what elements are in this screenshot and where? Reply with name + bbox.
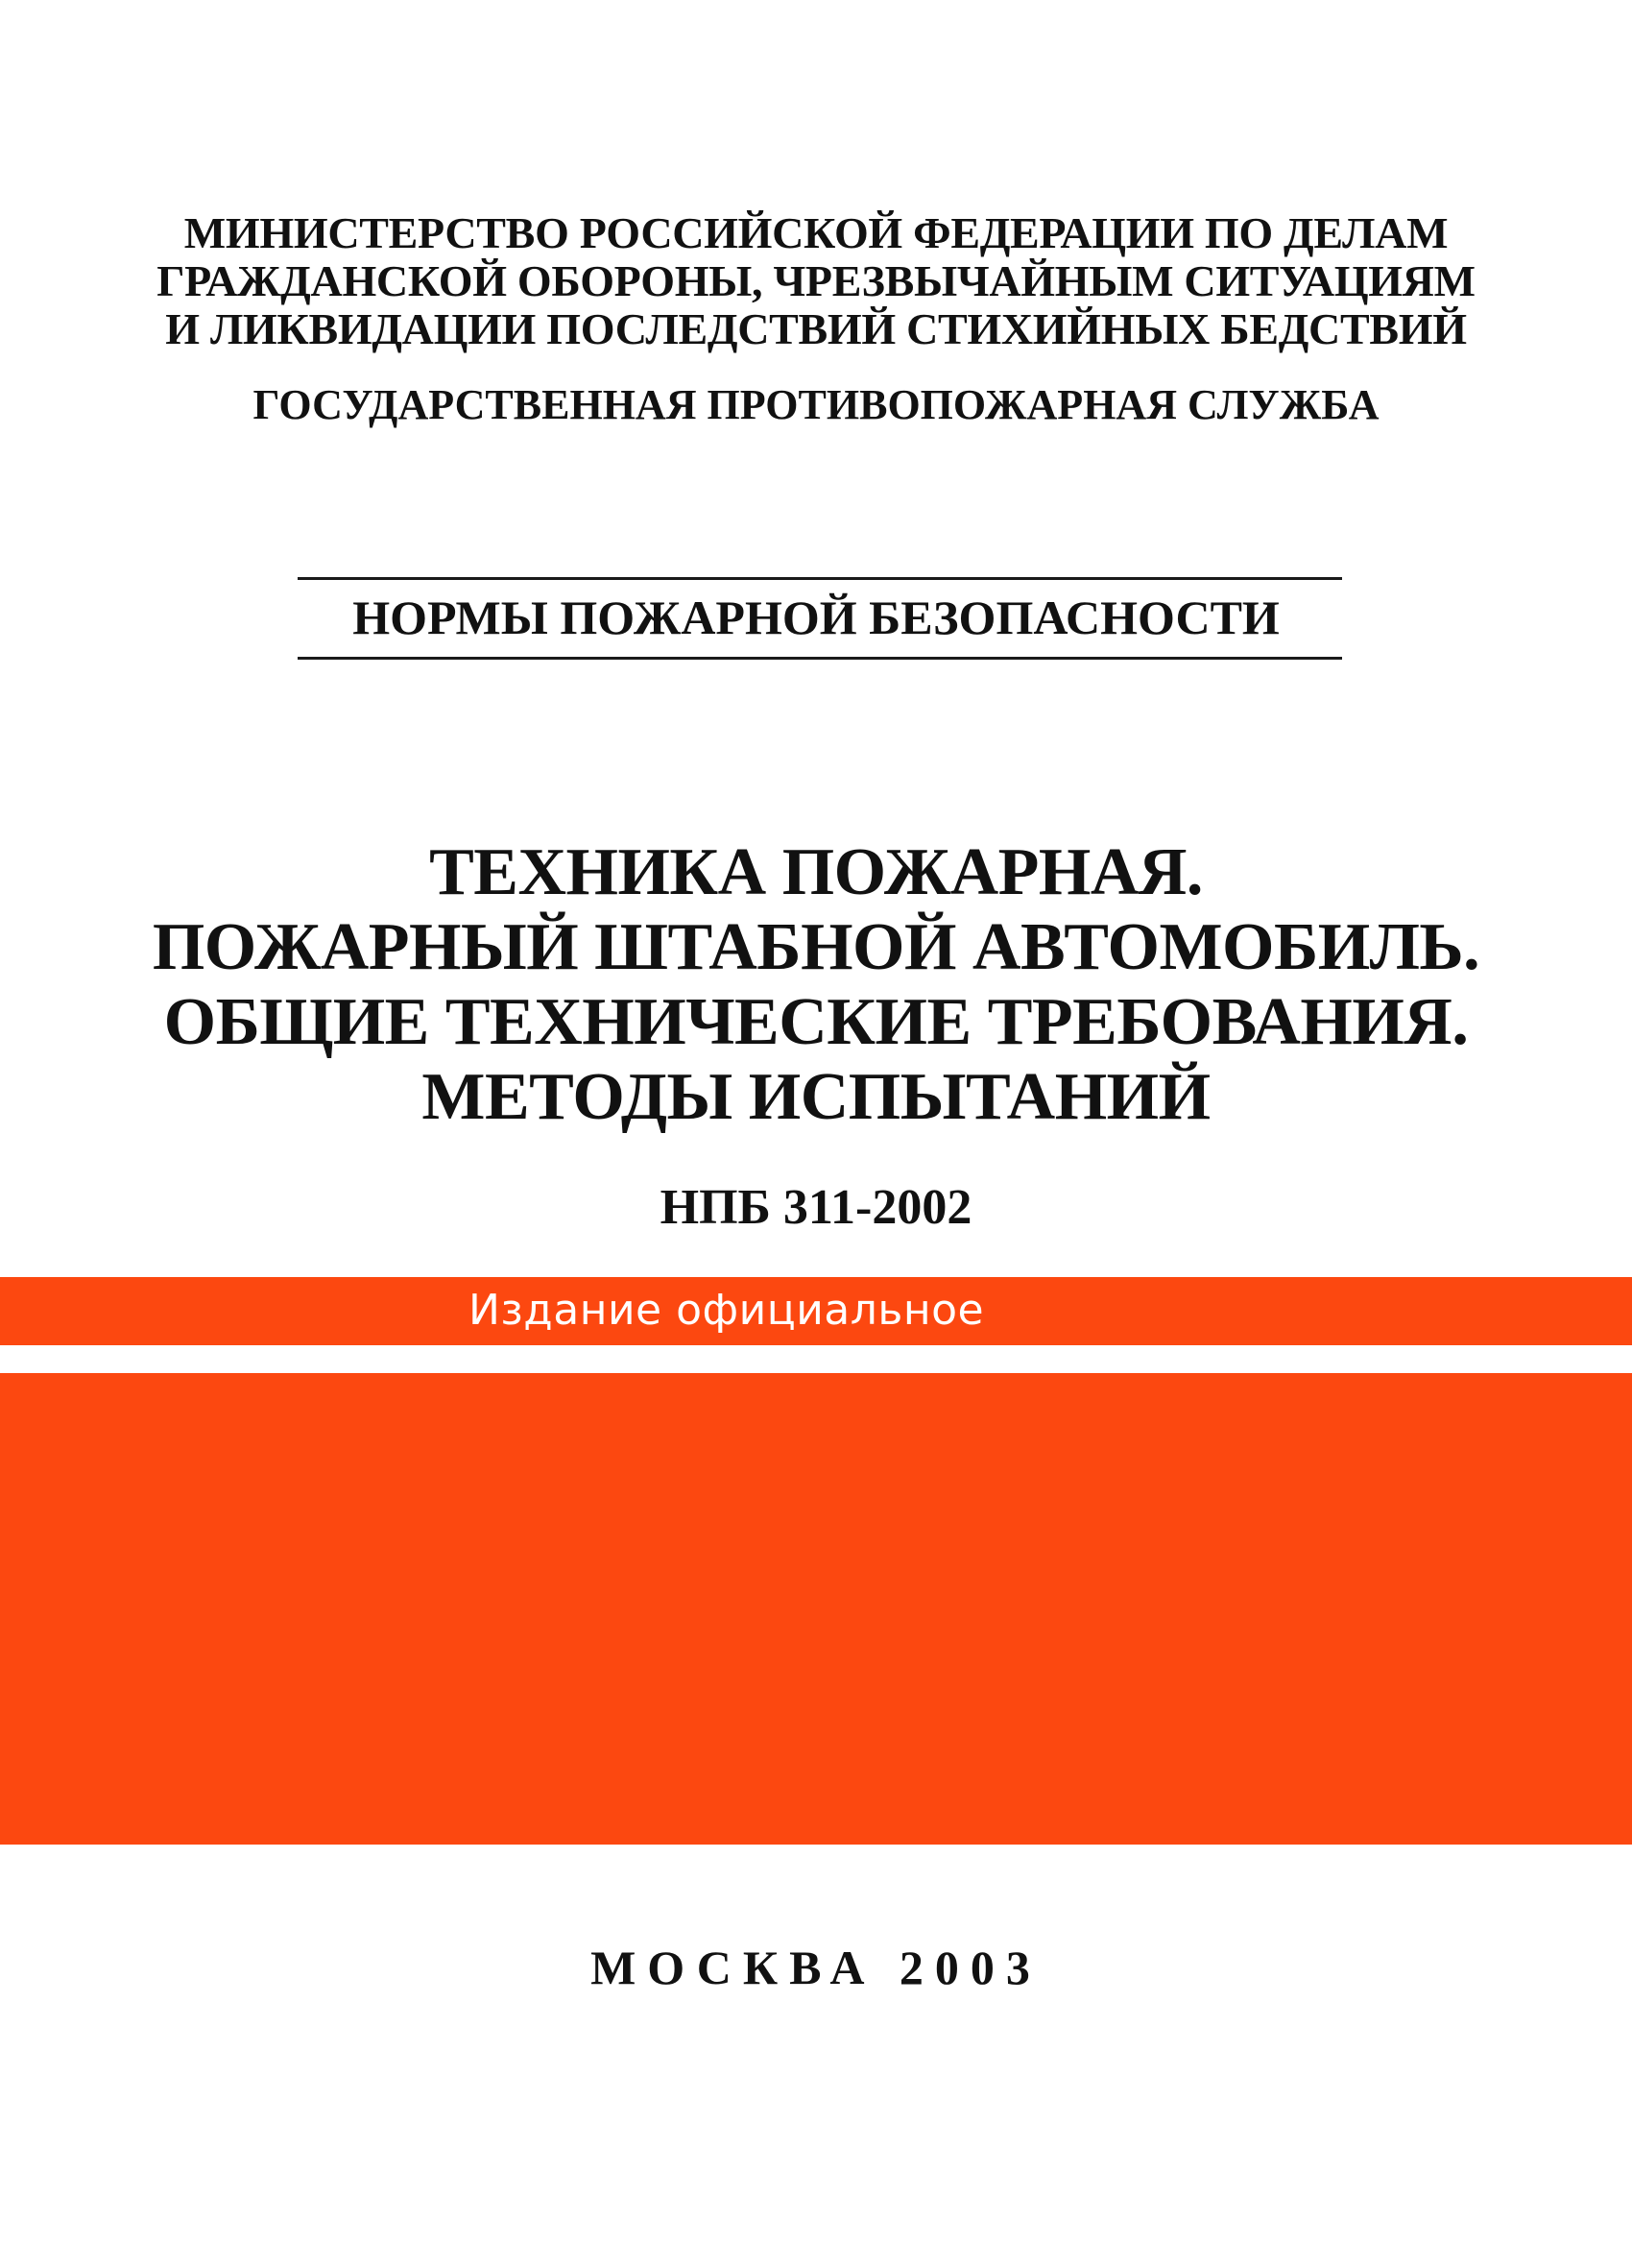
ministry-name [0,209,1632,353]
document-code: НПБ 311-2002 [660,1180,972,1235]
heading-rule-bottom [298,657,1342,660]
norms-heading: НОРМЫ ПОЖАРНОЙ БЕЗОПАСНОСТИ [352,591,1280,644]
title-line-2: ПОЖАРНЫЙ ШТАБНОЙ АВТОМОБИЛЬ. [152,910,1480,984]
city-year: МОСКВА 2003 [590,1941,1042,1994]
title-line-1: ТЕХНИКА ПОЖАРНАЯ. [429,835,1203,909]
document-title [0,835,1632,1135]
ministry-line-3: И ЛИКВИДАЦИИ ПОСЛЕДСТВИЙ СТИХИЙНЫХ БЕДСТВИЙ [165,304,1467,353]
ministry-line-1: МИНИСТЕРСТВО РОССИЙСКОЙ ФЕДЕРАЦИИ ПО ДЕЛАМ [183,208,1449,257]
edition-band [0,1277,1632,1345]
heading-rule-top [298,577,1342,580]
title-line-4: МЕТОДЫ ИСПЫТАНИЙ [421,1060,1211,1134]
accent-block [0,1373,1632,1845]
service-name: ГОСУДАРСТВЕННАЯ ПРОТИВОПОЖАРНАЯ СЛУЖБА [252,381,1380,428]
title-line-3: ОБЩИЕ ТЕХНИЧЕСКИЕ ТРЕБОВАНИЯ. [163,985,1469,1059]
edition-label: Издание официальное [468,1286,985,1335]
ministry-line-2: ГРАЖДАНСКОЙ ОБОРОНЫ, ЧРЕЗВЫЧАЙНЫМ СИТУАЦИЯМ [156,256,1476,305]
